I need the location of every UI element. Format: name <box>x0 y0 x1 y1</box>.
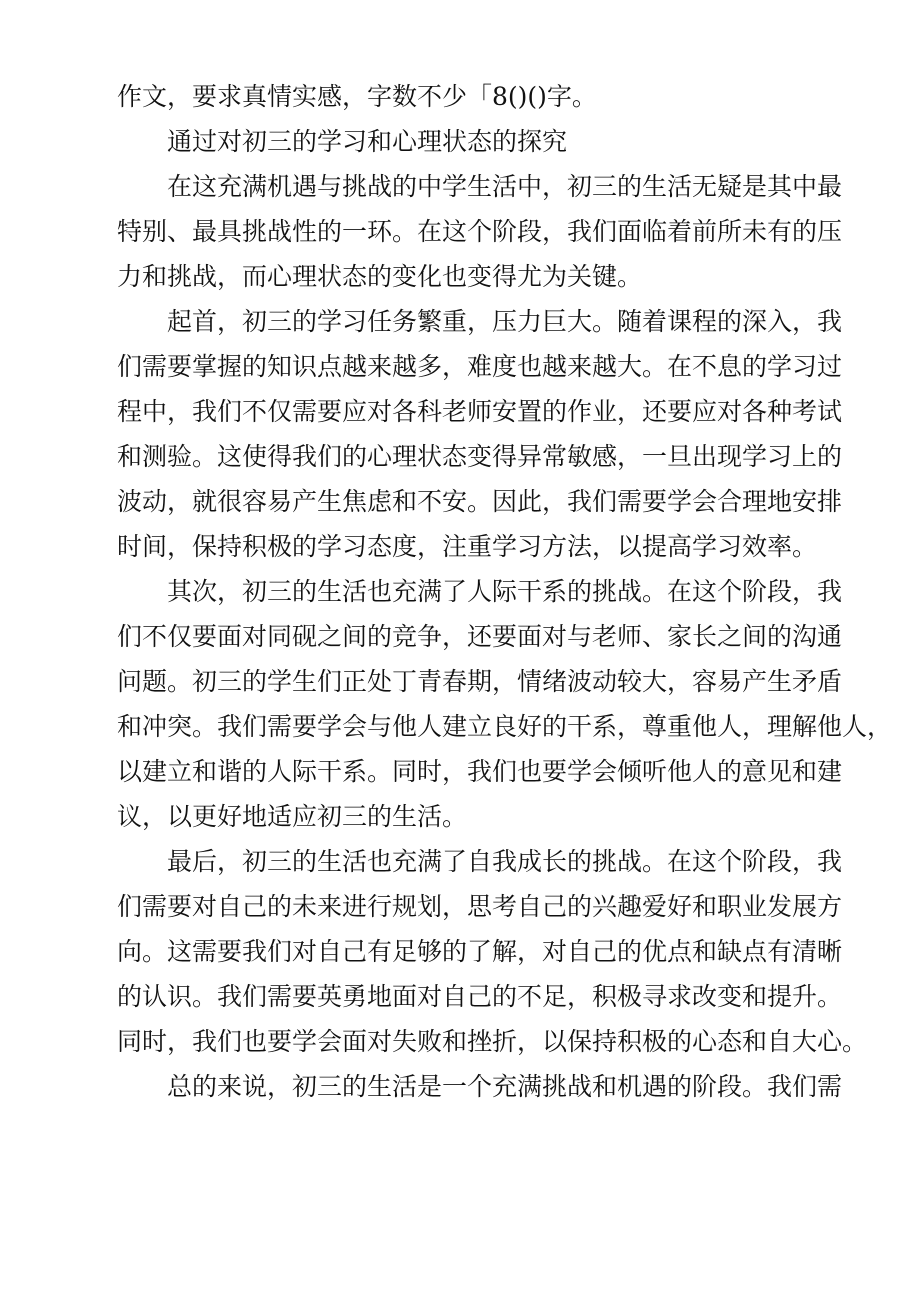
paragraph-2 <box>117 299 843 569</box>
text-line: 问题。初三的学生们正处丁青春期，情绪波动较大，容易产生矛盾 <box>117 667 843 696</box>
text-line: 总的来说，初三的生活是一个充满挑战和机遇的阶段。我们需 <box>167 1072 843 1101</box>
text-line: 程中，我们不仅需要应对各科老师安置的作业，还要应对各种考试 <box>117 397 843 426</box>
text-line: 们需要对自己的未来进行规划，思考自己的兴趣爱好和职业发展方 <box>117 892 843 921</box>
text-line: 力和挑战，而心理状态的变化也变得尤为关键。 <box>117 262 643 291</box>
text-line: 最后，初三的生活也充满了自我成长的挑战。在这个阶段，我 <box>167 847 843 876</box>
text-line: 在这充满机遇与挑战的中学生活中，初三的生活无疑是其中最 <box>167 172 843 201</box>
text-line: 同时，我们也要学会面对失败和挫折，以保持积极的心态和自大心。 <box>117 1027 868 1056</box>
text-line: 起首，初三的学习任务繁重，压力巨大。随着课程的深入，我 <box>167 307 843 336</box>
text-line: 向。这需要我们对自己有足够的了解，对自己的优点和缺点有清晰 <box>117 937 843 966</box>
text-line: 和测验。这使得我们的心理状态变得异常敏感，一旦出现学习上的 <box>117 442 843 471</box>
essay-title: 通过对初三的学习和心理状态的探究 <box>167 127 568 156</box>
prompt-line: 作文，要求真情实感，字数不少「8()()字。 <box>117 82 597 111</box>
text-line: 特别、最具挑战性的一环。在这个阶段，我们面临着前所未有的压 <box>117 217 843 246</box>
text-line: 们需要掌握的知识点越来越多，难度也越来越大。在不息的学习过 <box>117 352 843 381</box>
text-line: 议，以更好地适应初三的生活。 <box>117 802 468 831</box>
text-line: 时间，保持积极的学习态度，注重学习方法，以提高学习效率。 <box>117 532 818 561</box>
text-line: 们不仅要面对同砚之间的竞争，还要面对与老师、家长之间的沟通 <box>117 622 843 651</box>
text-line: 的认识。我们需要英勇地面对自己的不足，积极寻求改变和提升。 <box>117 982 843 1011</box>
text-line: 和冲突。我们需要学会与他人建立良好的干系，尊重他人，理解他人， <box>117 712 893 741</box>
document-page <box>117 74 893 1109</box>
paragraph-3 <box>117 569 893 839</box>
paragraph-1 <box>117 164 843 299</box>
text-line: 其次，初三的生活也充满了人际干系的挑战。在这个阶段，我 <box>167 577 843 606</box>
text-line: 波动，就很容易产生焦虑和不安。因此，我们需要学会合理地安排 <box>117 487 843 516</box>
text-line: 以建立和谐的人际干系。同时，我们也要学会倾听他人的意见和建 <box>117 757 843 786</box>
paragraph-4 <box>117 839 868 1064</box>
paragraph-5 <box>117 1064 843 1109</box>
